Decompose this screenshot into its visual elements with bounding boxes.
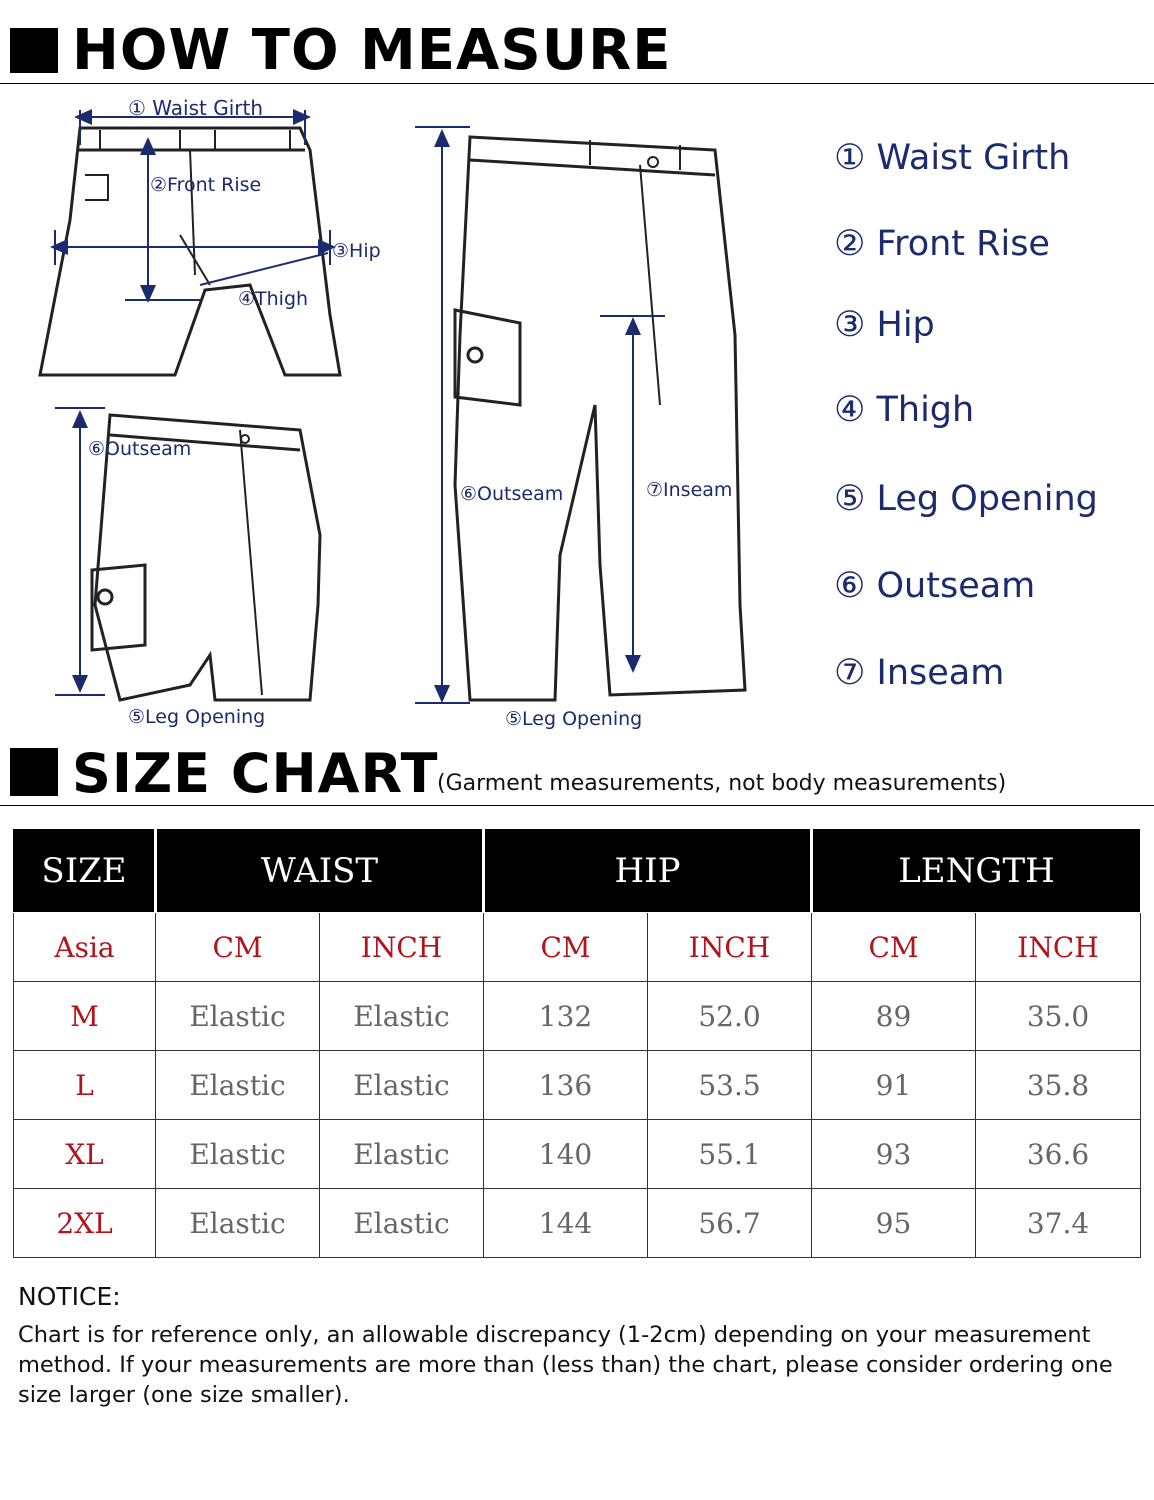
unit-cell: CM	[484, 913, 648, 982]
table-cell: 36.6	[976, 1120, 1141, 1189]
unit-cell: INCH	[320, 913, 484, 982]
long-shorts-drawing	[455, 137, 745, 700]
unit-cell: Asia	[14, 913, 156, 982]
table-cell: 35.8	[976, 1051, 1141, 1120]
table-cell: 37.4	[976, 1189, 1141, 1258]
size-cell: 2XL	[14, 1189, 156, 1258]
legend-front-rise: ② Front Rise	[834, 224, 1050, 264]
legend-waist-girth: ① Waist Girth	[834, 138, 1071, 178]
label-outseam-right: ⑥Outseam	[460, 483, 564, 505]
table-units-row	[14, 913, 1141, 982]
header-hip: HIP	[484, 829, 812, 913]
table-header-row	[14, 829, 1141, 913]
table-cell: 91	[812, 1051, 976, 1120]
size-chart-square	[10, 748, 58, 796]
table-row	[14, 1120, 1141, 1189]
long-shorts-measure-lines	[415, 127, 665, 703]
table-cell: 56.7	[648, 1189, 812, 1258]
label-leg-opening-left: ⑤Leg Opening	[128, 706, 266, 728]
label-front-rise: ②Front Rise	[150, 174, 262, 196]
how-to-measure-square	[10, 28, 58, 73]
how-to-measure-rule	[0, 83, 1154, 84]
header-length: LENGTH	[812, 829, 1141, 913]
table-cell: Elastic	[156, 982, 320, 1051]
header-waist: WAIST	[156, 829, 484, 913]
label-outseam-left: ⑥Outseam	[88, 438, 192, 460]
table-cell: 136	[484, 1051, 648, 1120]
label-leg-opening-right: ⑤Leg Opening	[505, 708, 643, 730]
unit-cell: INCH	[976, 913, 1141, 982]
size-chart-rule	[0, 805, 1154, 806]
size-chart-title: SIZE CHART	[72, 742, 439, 805]
size-table	[13, 828, 1141, 1258]
table-cell: 93	[812, 1120, 976, 1189]
table-row	[14, 982, 1141, 1051]
table-cell: Elastic	[320, 1189, 484, 1258]
table-cell: 140	[484, 1120, 648, 1189]
legend-thigh: ④ Thigh	[834, 390, 975, 430]
table-cell: 144	[484, 1189, 648, 1258]
table-cell: 132	[484, 982, 648, 1051]
table-cell: Elastic	[320, 1120, 484, 1189]
table-cell: Elastic	[320, 1051, 484, 1120]
label-inseam: ⑦Inseam	[646, 479, 733, 501]
table-row	[14, 1051, 1141, 1120]
size-cell: M	[14, 982, 156, 1051]
unit-cell: INCH	[648, 913, 812, 982]
legend-inseam: ⑦ Inseam	[834, 653, 1005, 693]
unit-cell: CM	[812, 913, 976, 982]
table-cell: 55.1	[648, 1120, 812, 1189]
table-cell: Elastic	[320, 982, 484, 1051]
legend-leg-opening: ⑤ Leg Opening	[834, 479, 1098, 519]
table-cell: 89	[812, 982, 976, 1051]
table-cell: 52.0	[648, 982, 812, 1051]
measurement-diagram	[0, 85, 800, 735]
table-cell: Elastic	[156, 1051, 320, 1120]
label-hip: ③Hip	[332, 240, 381, 262]
table-cell: Elastic	[156, 1189, 320, 1258]
legend-hip: ③ Hip	[834, 305, 935, 345]
table-cell: 95	[812, 1189, 976, 1258]
label-waist-girth: ① Waist Girth	[128, 96, 264, 120]
notice-body: Chart is for reference only, an allowable discrepancy (1-2cm) depending on your measurement method. If your measurements are more than (less than) the chart, please consider ordering one size larger (one size smaller).	[18, 1322, 1113, 1408]
notice-title: NOTICE:	[18, 1282, 121, 1311]
label-thigh: ④Thigh	[238, 288, 309, 310]
legend-outseam: ⑥ Outseam	[834, 566, 1036, 606]
shorts-front-drawing	[40, 128, 340, 375]
unit-cell: CM	[156, 913, 320, 982]
table-cell: 35.0	[976, 982, 1141, 1051]
how-to-measure-title: HOW TO MEASURE	[72, 18, 672, 83]
table-cell: Elastic	[156, 1120, 320, 1189]
size-chart-note: (Garment measurements, not body measurements)	[437, 771, 1007, 796]
size-cell: L	[14, 1051, 156, 1120]
header-size: SIZE	[14, 829, 156, 913]
table-row	[14, 1189, 1141, 1258]
size-cell: XL	[14, 1120, 156, 1189]
table-cell: 53.5	[648, 1051, 812, 1120]
